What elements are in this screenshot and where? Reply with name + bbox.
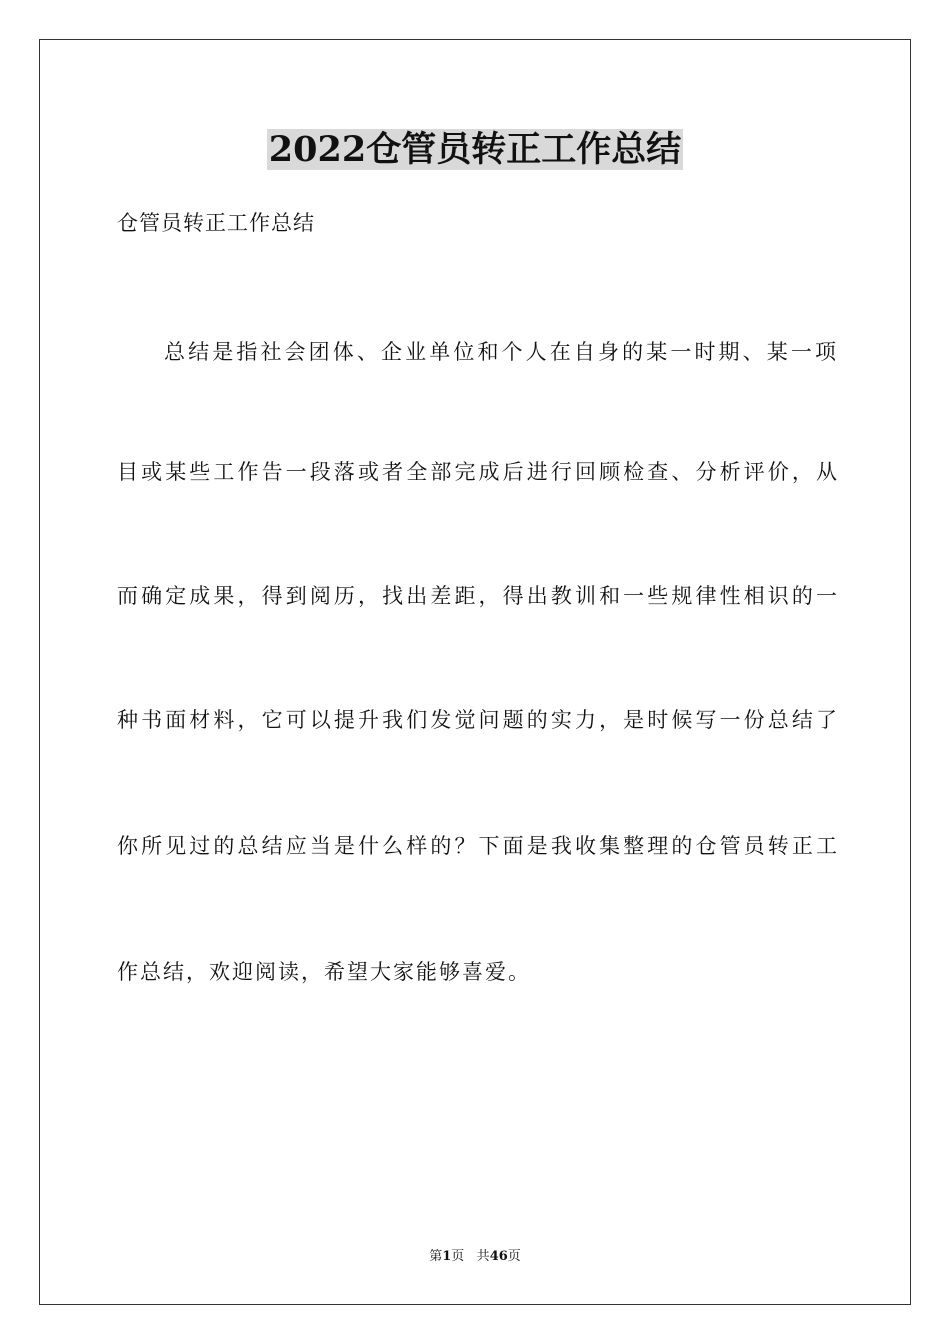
page-prefix: 第	[429, 1249, 443, 1264]
page-number: 1	[442, 1249, 452, 1264]
total-prefix: 共	[476, 1249, 490, 1264]
paragraph-line: 总结是指社会团体、企业单位和个人在自身的某一时期、某一项	[164, 340, 836, 364]
paragraph-line: 目或某些工作告一段落或者全部完成后进行回顾检查、分析评价，从	[117, 460, 837, 484]
total-suffix: 页	[507, 1249, 521, 1264]
paragraph-line: 作总结，欢迎阅读，希望大家能够喜爱。	[117, 960, 531, 984]
document-title	[0, 126, 950, 174]
total-pages: 46	[489, 1249, 508, 1264]
page-footer	[0, 1248, 950, 1266]
document-subtitle: 仓管员转正工作总结	[117, 211, 315, 235]
paragraph-line: 你所见过的总结应当是什么样的？下面是我收集整理的仓管员转正工	[117, 834, 837, 858]
page-suffix: 页	[451, 1249, 465, 1264]
paragraph-line: 而确定成果，得到阅历，找出差距，得出教训和一些规律性相识的一	[117, 584, 837, 608]
paragraph-line: 种书面材料，它可以提升我们发觉问题的实力，是时候写一份总结了	[117, 708, 837, 732]
document-title-text: 2022仓管员转正工作总结	[268, 129, 682, 170]
